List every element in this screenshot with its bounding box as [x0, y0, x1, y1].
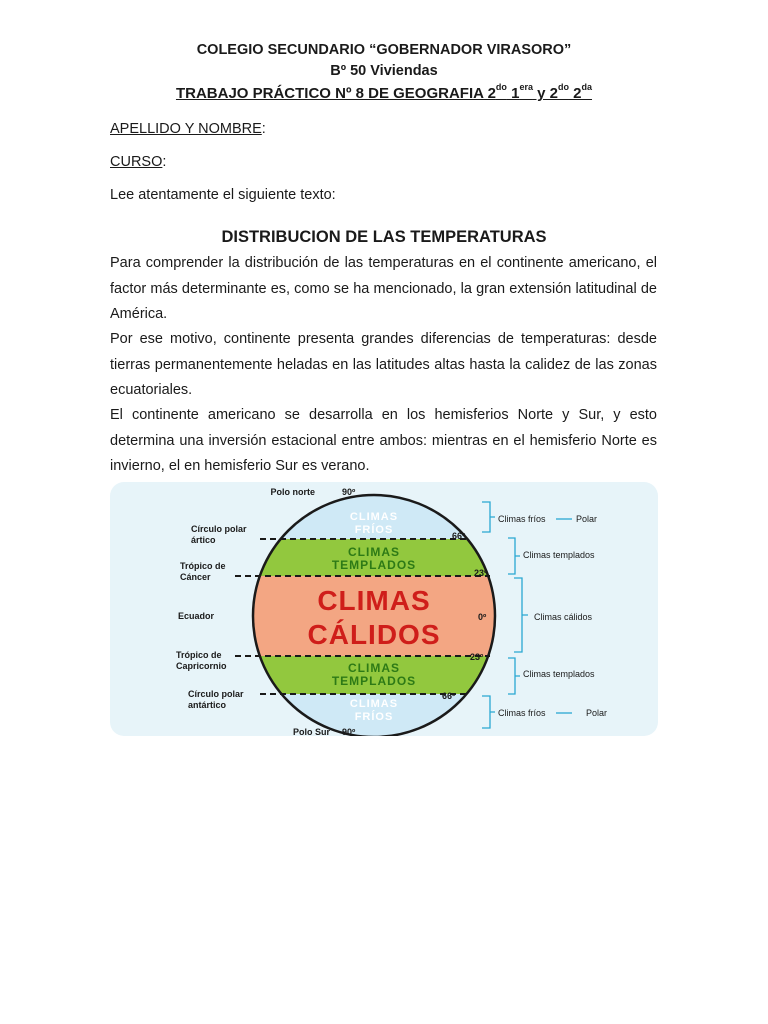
assignment-title — [0, 82, 768, 102]
degree-n66: 66º — [452, 531, 466, 541]
label-tropico-cancer-2: Cáncer — [180, 572, 211, 582]
paragraph-2: Por ese motivo, continente presenta grandes diferencias de temperaturas: desde tierras permanentemente heladas en las latitudes altas hasta la calidez de las zonas ecuatoriales. — [110, 331, 657, 398]
degree-s23: 23º — [470, 652, 484, 662]
band-label-templados-n-1: CLIMAS — [348, 545, 400, 559]
paragraph-1: Para comprender la distribución de las temperaturas en el continente americano, el factor más determinante es, como se ha mencionado, la gran extensión latitudinal de América. — [110, 255, 657, 322]
name-label: APELLIDO Y NOMBRE — [110, 121, 262, 137]
label-circulo-artico-1: Círculo polar — [191, 524, 247, 534]
degree-n23: 23º — [474, 568, 488, 578]
band-label-frios-n-2: FRÍOS — [354, 524, 394, 536]
band-label-frios-s-1: CLIMAS — [349, 698, 399, 710]
band-label-templados-n-2: TEMPLADOS — [331, 558, 417, 572]
label-circulo-antartico-2: antártico — [188, 700, 227, 710]
label-polo-norte: Polo norte — [270, 487, 315, 497]
paragraph-3: El continente americano se desarrolla en los hemisferios Norte y Sur, y esto determina una inversión estacional entre ambos: mientras en el hemisferio Norte es invierno, el en hemisferio Sur es verano. — [110, 407, 657, 474]
instruction-text: Lee atentamente el siguiente texto: — [110, 187, 336, 203]
title-sup-1: do — [495, 82, 507, 92]
label-ecuador: Ecuador — [178, 611, 215, 621]
right-label-frios-s: Climas fríos — [498, 708, 546, 718]
brace-frios-s — [482, 696, 495, 728]
title-mid-1: 1 — [506, 85, 520, 102]
degree-eq0: 0º — [478, 612, 487, 622]
label-polo-sur: Polo Sur — [292, 727, 330, 736]
course-colon: : — [162, 154, 167, 170]
band-label-calidos-2: CÁLIDOS — [307, 619, 441, 650]
school-name: COLEGIO SECUNDARIO “GOBERNADOR VIRASORO” — [196, 42, 572, 58]
label-circulo-artico-2: ártico — [191, 535, 216, 545]
title-sup-3: do — [557, 82, 569, 92]
right-label-polar-n: Polar — [576, 514, 598, 524]
right-label-frios-n: Climas fríos — [498, 514, 546, 524]
section-title: DISTRIBUCION DE LAS TEMPERATURAS — [221, 228, 547, 246]
course-field — [110, 154, 166, 170]
brace-templados-s — [508, 658, 520, 694]
title-mid-2: y 2 — [532, 85, 558, 102]
label-tropico-cancer-1: Trópico de — [180, 561, 226, 571]
name-colon: : — [261, 121, 266, 137]
name-field — [110, 121, 266, 137]
title-mid-3: 2 — [568, 85, 582, 102]
right-label-templados-s: Climas templados — [523, 669, 595, 679]
right-label-polar-s: Polar — [586, 708, 608, 718]
title-sup-4: da — [581, 82, 593, 92]
degree-s90: 90º — [342, 727, 356, 736]
label-tropico-capricornio-1: Trópico de — [176, 650, 222, 660]
degree-s66: 66º — [442, 691, 456, 701]
climate-zones-figure — [110, 482, 658, 736]
school-address: Bº 50 Viviendas — [330, 63, 438, 79]
right-label-templados-n: Climas templados — [523, 550, 595, 560]
degree-n90: 90º — [342, 487, 356, 497]
band-label-calidos-1: CLIMAS — [317, 585, 431, 616]
band-label-frios-n-1: CLIMAS — [349, 511, 399, 523]
brace-frios-n — [482, 502, 495, 532]
course-label: CURSO — [110, 154, 163, 170]
label-tropico-capricornio-2: Capricornio — [176, 661, 227, 671]
right-label-calidos: Climas cálidos — [534, 612, 593, 622]
brace-calidos — [514, 578, 528, 652]
title-sup-2: era — [519, 82, 533, 92]
band-label-frios-s-2: FRÍOS — [354, 711, 394, 723]
band-label-templados-s-1: CLIMAS — [348, 661, 400, 675]
brace-templados-n — [508, 538, 520, 574]
title-main: TRABAJO PRÁCTICO Nº 8 DE GEOGRAFIA 2 — [175, 85, 496, 102]
band-label-templados-s-2: TEMPLADOS — [331, 674, 417, 688]
label-circulo-antartico-1: Círculo polar — [188, 689, 244, 699]
climate-zones-diagram — [110, 482, 658, 736]
